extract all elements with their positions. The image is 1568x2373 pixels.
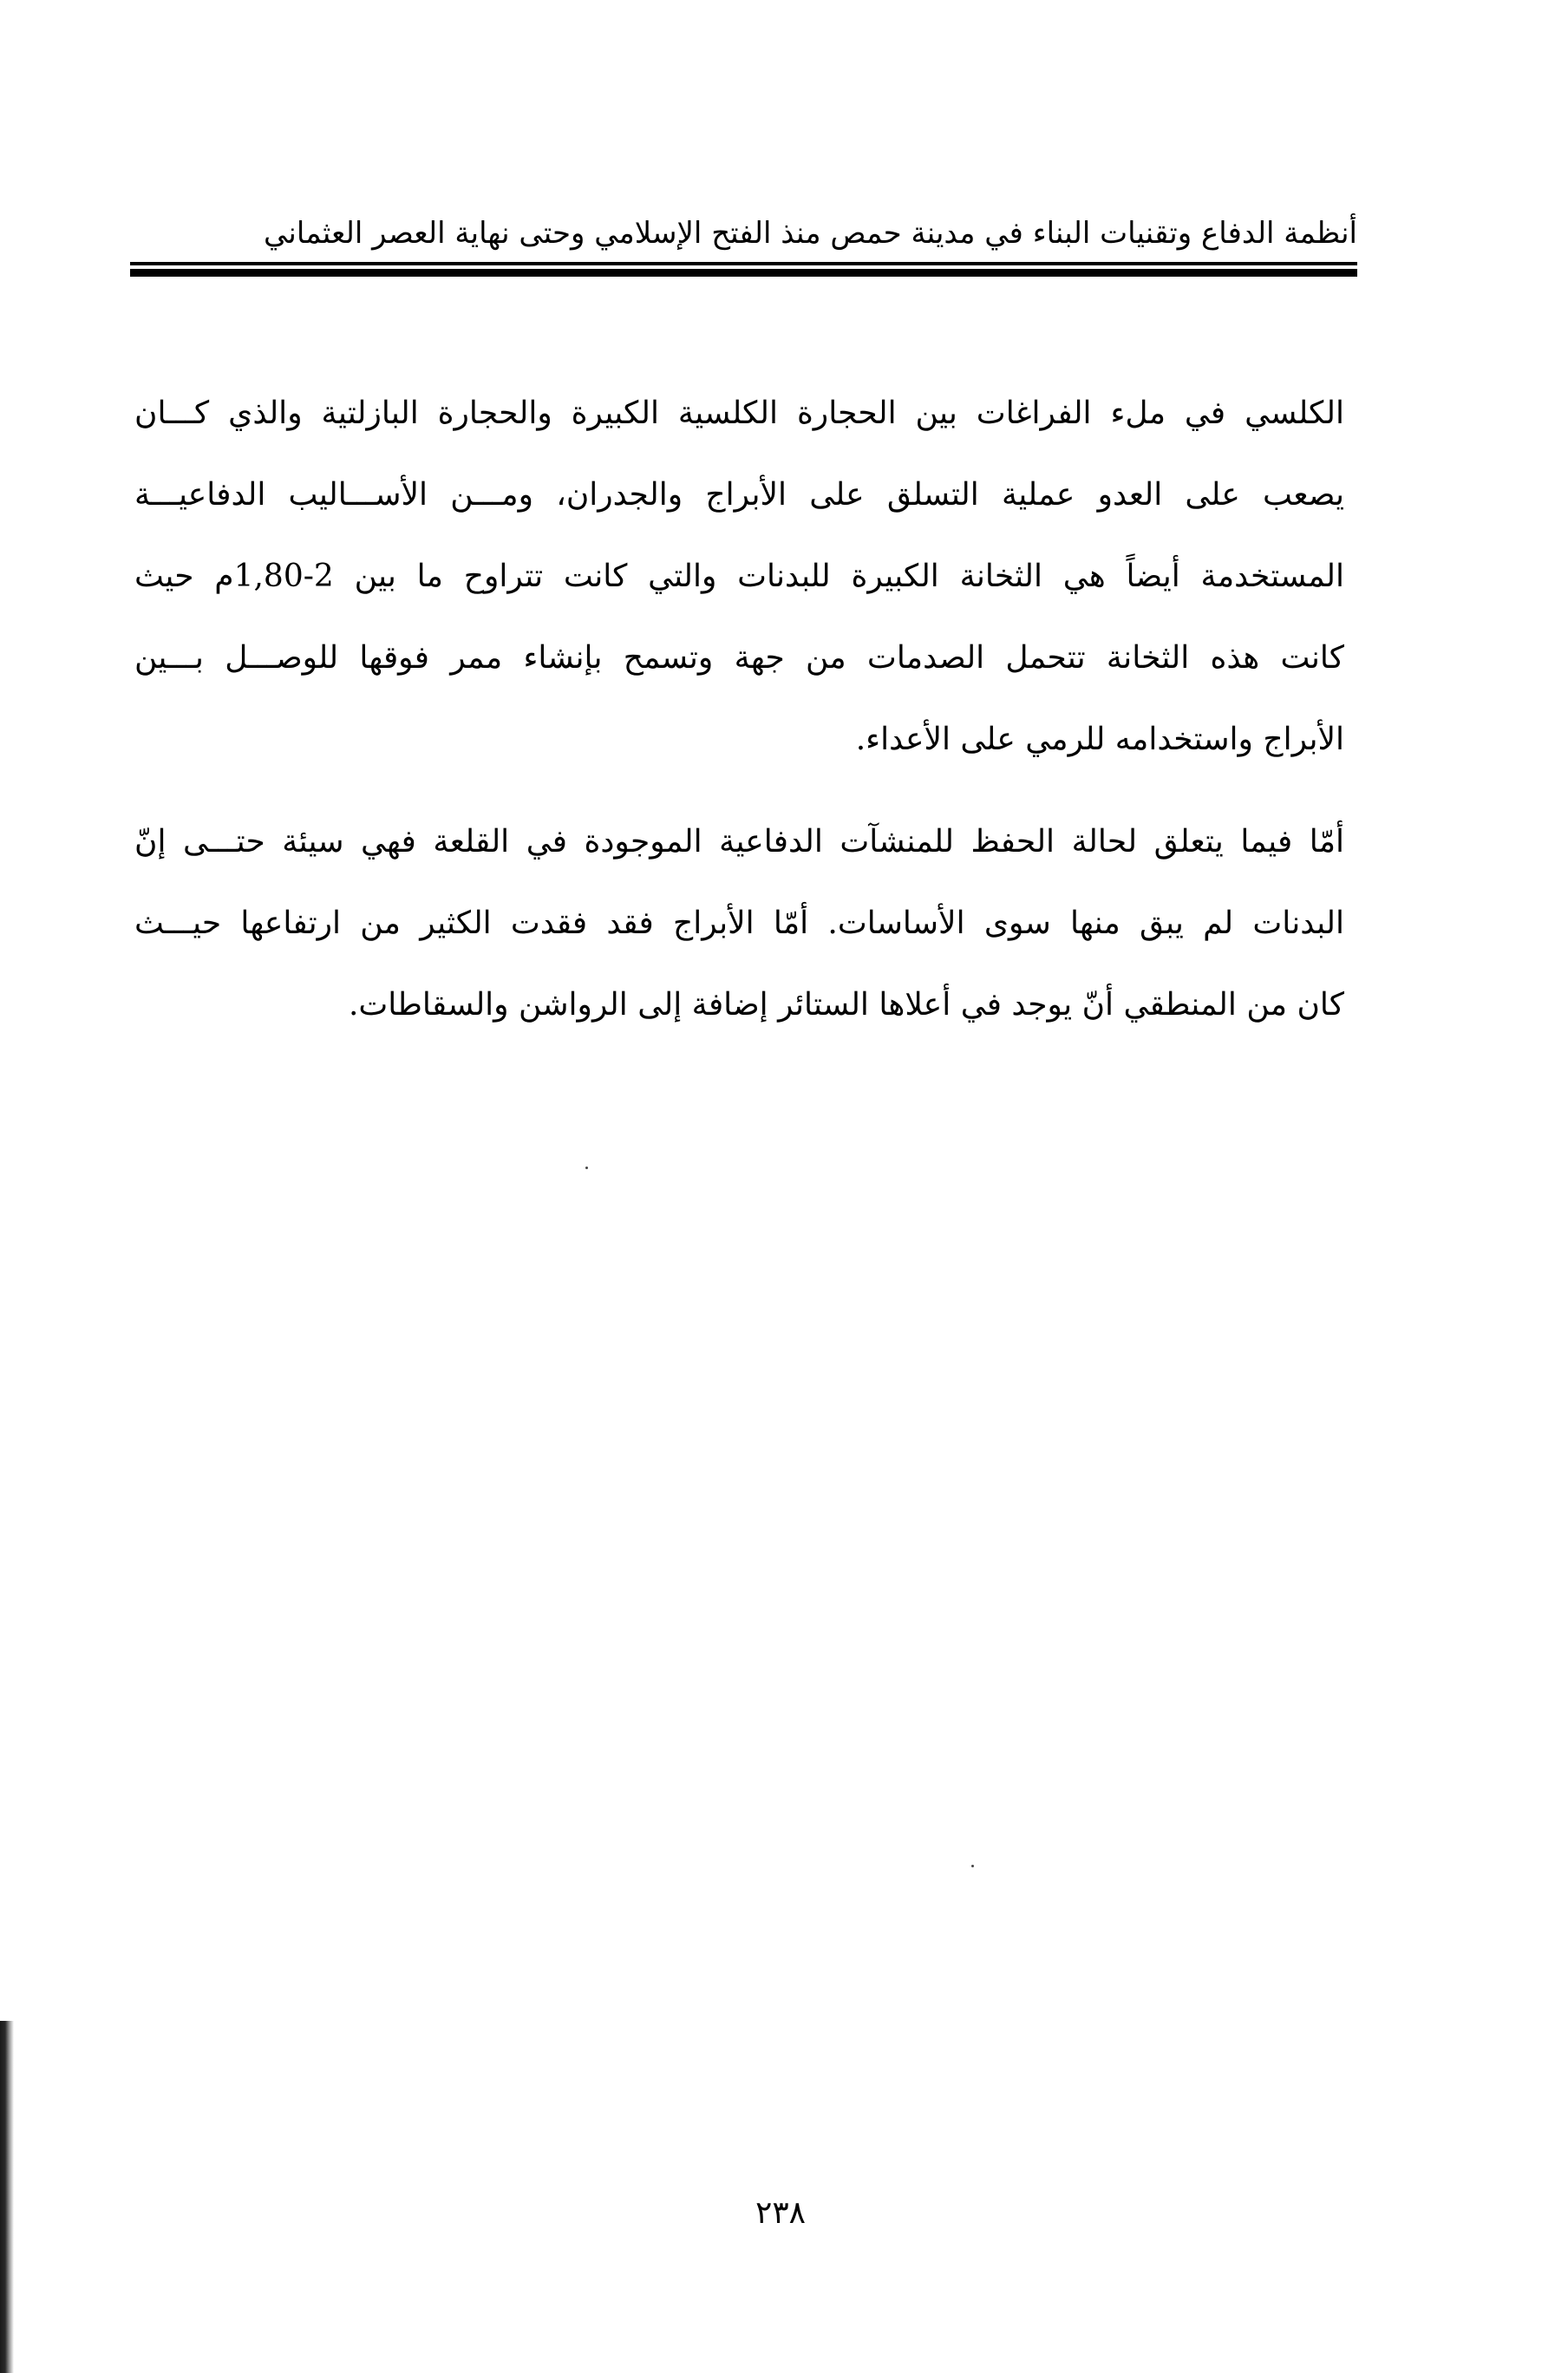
scan-speck <box>971 1865 974 1867</box>
text-line: يصعب على العدو عملية التسلق على الأبراج والجدران، ومـــن الأســـاليب الدفاعيـــة <box>134 477 1344 513</box>
scan-speck <box>585 1167 588 1169</box>
running-header: أنظمة الدفاع وتقنيات البناء في مدينة حمص منذ الفتح الإسلامي وحتى نهاية العصر العثماني <box>264 216 1357 251</box>
text-line: كان من المنطقي أنّ يوجد في أعلاها الستائر إضافة إلى الرواشن والسقاطات. <box>348 987 1344 1023</box>
text-line: الكلسي في ملء الفراغات بين الحجارة الكلسية الكبيرة والحجارة البازلتية والذي كـــان <box>134 396 1344 431</box>
body-text <box>134 373 1344 1046</box>
scan-edge-shadow <box>0 2021 14 2373</box>
text-line: كانت هذه الثخانة تتحمل الصدمات من جهة وتسمح بإنشاء ممر فوقها للوصـــل بـــين <box>134 640 1344 676</box>
header-rule-thin <box>130 262 1357 265</box>
paragraph-2 <box>134 801 1344 1046</box>
page-number: ٢٣٨ <box>755 2195 806 2231</box>
paragraph-gap <box>134 781 1344 801</box>
text-line: أمّا فيما يتعلق لحالة الحفظ للمنشآت الدفاعية الموجودة في القلعة فهي سيئة حتـــى إنّ <box>134 824 1344 860</box>
text-line: المستخدمة أيضاً هي الثخانة الكبيرة للبدنات والتي كانت تتراوح ما بين 2-1,80م حيث <box>134 559 1344 594</box>
text-line: الأبراج واستخدامه للرمي على الأعداء. <box>855 722 1344 757</box>
header-rule-thick <box>130 269 1357 277</box>
paragraph-1 <box>134 373 1344 781</box>
text-line: البدنات لم يبق منها سوى الأساسات. أمّا الأبراج فقد فقدت الكثير من ارتفاعها حيـــث <box>134 905 1344 941</box>
